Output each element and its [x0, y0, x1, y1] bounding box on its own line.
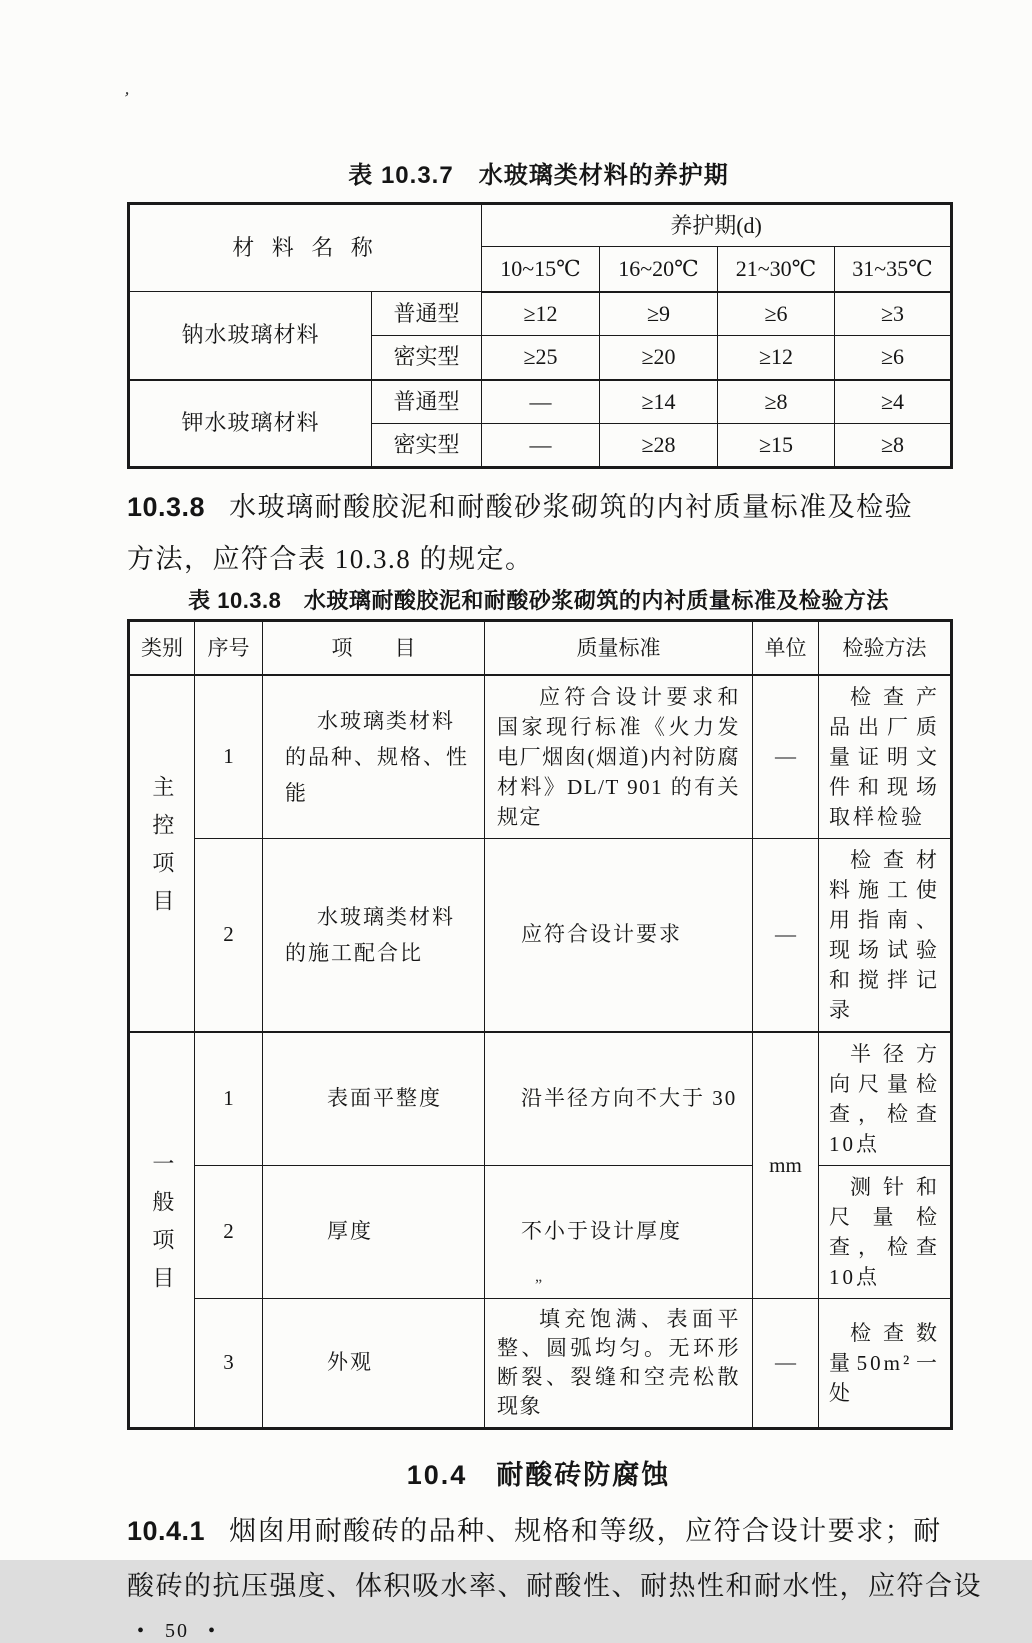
material-name-cell: 钾水玻璃材料 — [129, 380, 372, 468]
item-cell: 厚度 — [263, 1165, 485, 1298]
header-temp-range: 21~30℃ — [718, 247, 835, 292]
value-cell: — — [482, 424, 600, 468]
section-10-4-title: 10.4 耐酸砖防腐蚀 — [406, 1459, 671, 1490]
item-cell: 水玻璃类材料的施工配合比 — [263, 838, 485, 1032]
standard-cell: 不小于设计厚度 — [485, 1165, 753, 1298]
material-type-cell: 密实型 — [372, 336, 482, 380]
category-cell-general — [129, 1032, 195, 1429]
table-row — [129, 838, 952, 1032]
value-cell: ≥8 — [835, 424, 952, 468]
clause-number: 10.4.1 — [127, 1515, 206, 1546]
item-label: 外观 — [327, 1350, 373, 1375]
header-temp-range: 16~20℃ — [600, 247, 718, 292]
header-temp-range: 31~35℃ — [835, 247, 952, 292]
value-cell: ≥6 — [718, 292, 835, 336]
standard-cell: 沿半径方向不大于 30 — [485, 1032, 753, 1166]
value-cell: ≥12 — [482, 292, 600, 336]
header-item: 项 目 — [263, 621, 485, 675]
no-cell: 3 — [195, 1298, 263, 1428]
curing-period-table — [127, 202, 953, 469]
value-cell: ≥15 — [718, 424, 835, 468]
standard-cell: 应符合设计要求 — [485, 838, 753, 1032]
header-method: 检验方法 — [819, 621, 952, 675]
no-cell: 1 — [195, 675, 263, 839]
header-material-name: 材 料 名 称 — [129, 204, 482, 292]
clause-10-3-8 — [127, 481, 950, 585]
standard-cell: 应符合设计要求和国家现行标准《火力发电厂烟囱(烟道)内衬防腐材料》DL/T 901 的有关规定 — [485, 675, 753, 839]
clause-10-4-1 — [127, 1504, 982, 1614]
value-cell: ≥12 — [718, 336, 835, 380]
no-cell: 2 — [195, 1165, 263, 1298]
value-cell: ≥20 — [600, 336, 718, 380]
table-row — [129, 292, 952, 336]
scan-artifact: ” — [535, 1276, 545, 1294]
standard-cell: 填充饱满、表面平整、圆弧均匀。无环形断裂、裂缝和空壳松散现象 — [485, 1298, 753, 1428]
table-10-3-7-title: 表 10.3.7 水玻璃类材料的养护期 — [348, 162, 729, 189]
table-row — [129, 1298, 952, 1428]
unit-cell: — — [753, 675, 819, 839]
header-temp-range: 10~15℃ — [482, 247, 600, 292]
material-type-cell: 普通型 — [372, 292, 482, 336]
material-type-cell: 普通型 — [372, 380, 482, 424]
method-cell: 检查产品出厂质量证明文件和现场取样检验 — [819, 675, 952, 839]
scan-artifact: ’ — [121, 87, 131, 109]
table-row — [129, 1032, 952, 1166]
value-cell: — — [482, 380, 600, 424]
clause-text-line1: 水玻璃耐酸胶泥和耐酸砂浆砌筑的内衬质量标准及检验 — [229, 492, 914, 522]
table-10-3-8-title: 表 10.3.8 水玻璃耐酸胶泥和耐酸砂浆砌筑的内衬质量标准及检验方法 — [188, 588, 889, 613]
material-name-cell: 钠水玻璃材料 — [129, 292, 372, 380]
method-cell: 检查材料施工使用指南、现场试验和搅拌记录 — [819, 838, 952, 1032]
value-cell: ≥3 — [835, 292, 952, 336]
value-cell: ≥28 — [600, 424, 718, 468]
header-no: 序号 — [195, 621, 263, 675]
header-category: 类别 — [129, 621, 195, 675]
clause-text-line2: 酸砖的抗压强度、体积吸水率、耐酸性、耐热性和耐水性，应符合设 — [127, 1570, 982, 1601]
material-type-cell: 密实型 — [372, 424, 482, 468]
category-vertical-label: 主控项目 — [149, 775, 175, 928]
table-row — [129, 675, 952, 839]
header-unit: 单位 — [753, 621, 819, 675]
value-cell: ≥14 — [600, 380, 718, 424]
method-cell: 半径方向尺量检查，检查10点 — [819, 1032, 952, 1166]
unit-cell: — — [753, 1298, 819, 1428]
value-cell: ≥25 — [482, 336, 600, 380]
header-curing-period: 养护期(d) — [482, 204, 952, 247]
clause-text-line2: 方法，应符合表 10.3.8 的规定。 — [127, 544, 534, 574]
item-cell: 表面平整度 — [263, 1032, 485, 1166]
method-cell: 测针和尺量检查，检查10点 — [819, 1165, 952, 1298]
quality-standard-table — [127, 619, 953, 1430]
header-standard: 质量标准 — [485, 621, 753, 675]
no-cell: 1 — [195, 1032, 263, 1166]
category-cell-main-control — [129, 675, 195, 1032]
value-cell: ≥9 — [600, 292, 718, 336]
method-cell: 检查数量50m²一处 — [819, 1298, 952, 1428]
item-cell — [263, 1276, 545, 1428]
unit-cell: — — [753, 838, 819, 1032]
page-number: • 50 • — [137, 1619, 218, 1642]
category-vertical-label: 一般项目 — [149, 1151, 175, 1304]
table-row — [129, 380, 952, 424]
value-cell: ≥4 — [835, 380, 952, 424]
value-cell: ≥8 — [718, 380, 835, 424]
clause-number: 10.3.8 — [127, 492, 206, 522]
item-cell: 水玻璃类材料的品种、规格、性能 — [263, 675, 485, 839]
page-content — [121, 0, 982, 1643]
unit-cell: mm — [753, 1032, 819, 1299]
clause-text-line1: 烟囱用耐酸砖的品种、规格和等级，应符合设计要求；耐 — [229, 1515, 942, 1546]
no-cell: 2 — [195, 838, 263, 1032]
value-cell: ≥6 — [835, 336, 952, 380]
